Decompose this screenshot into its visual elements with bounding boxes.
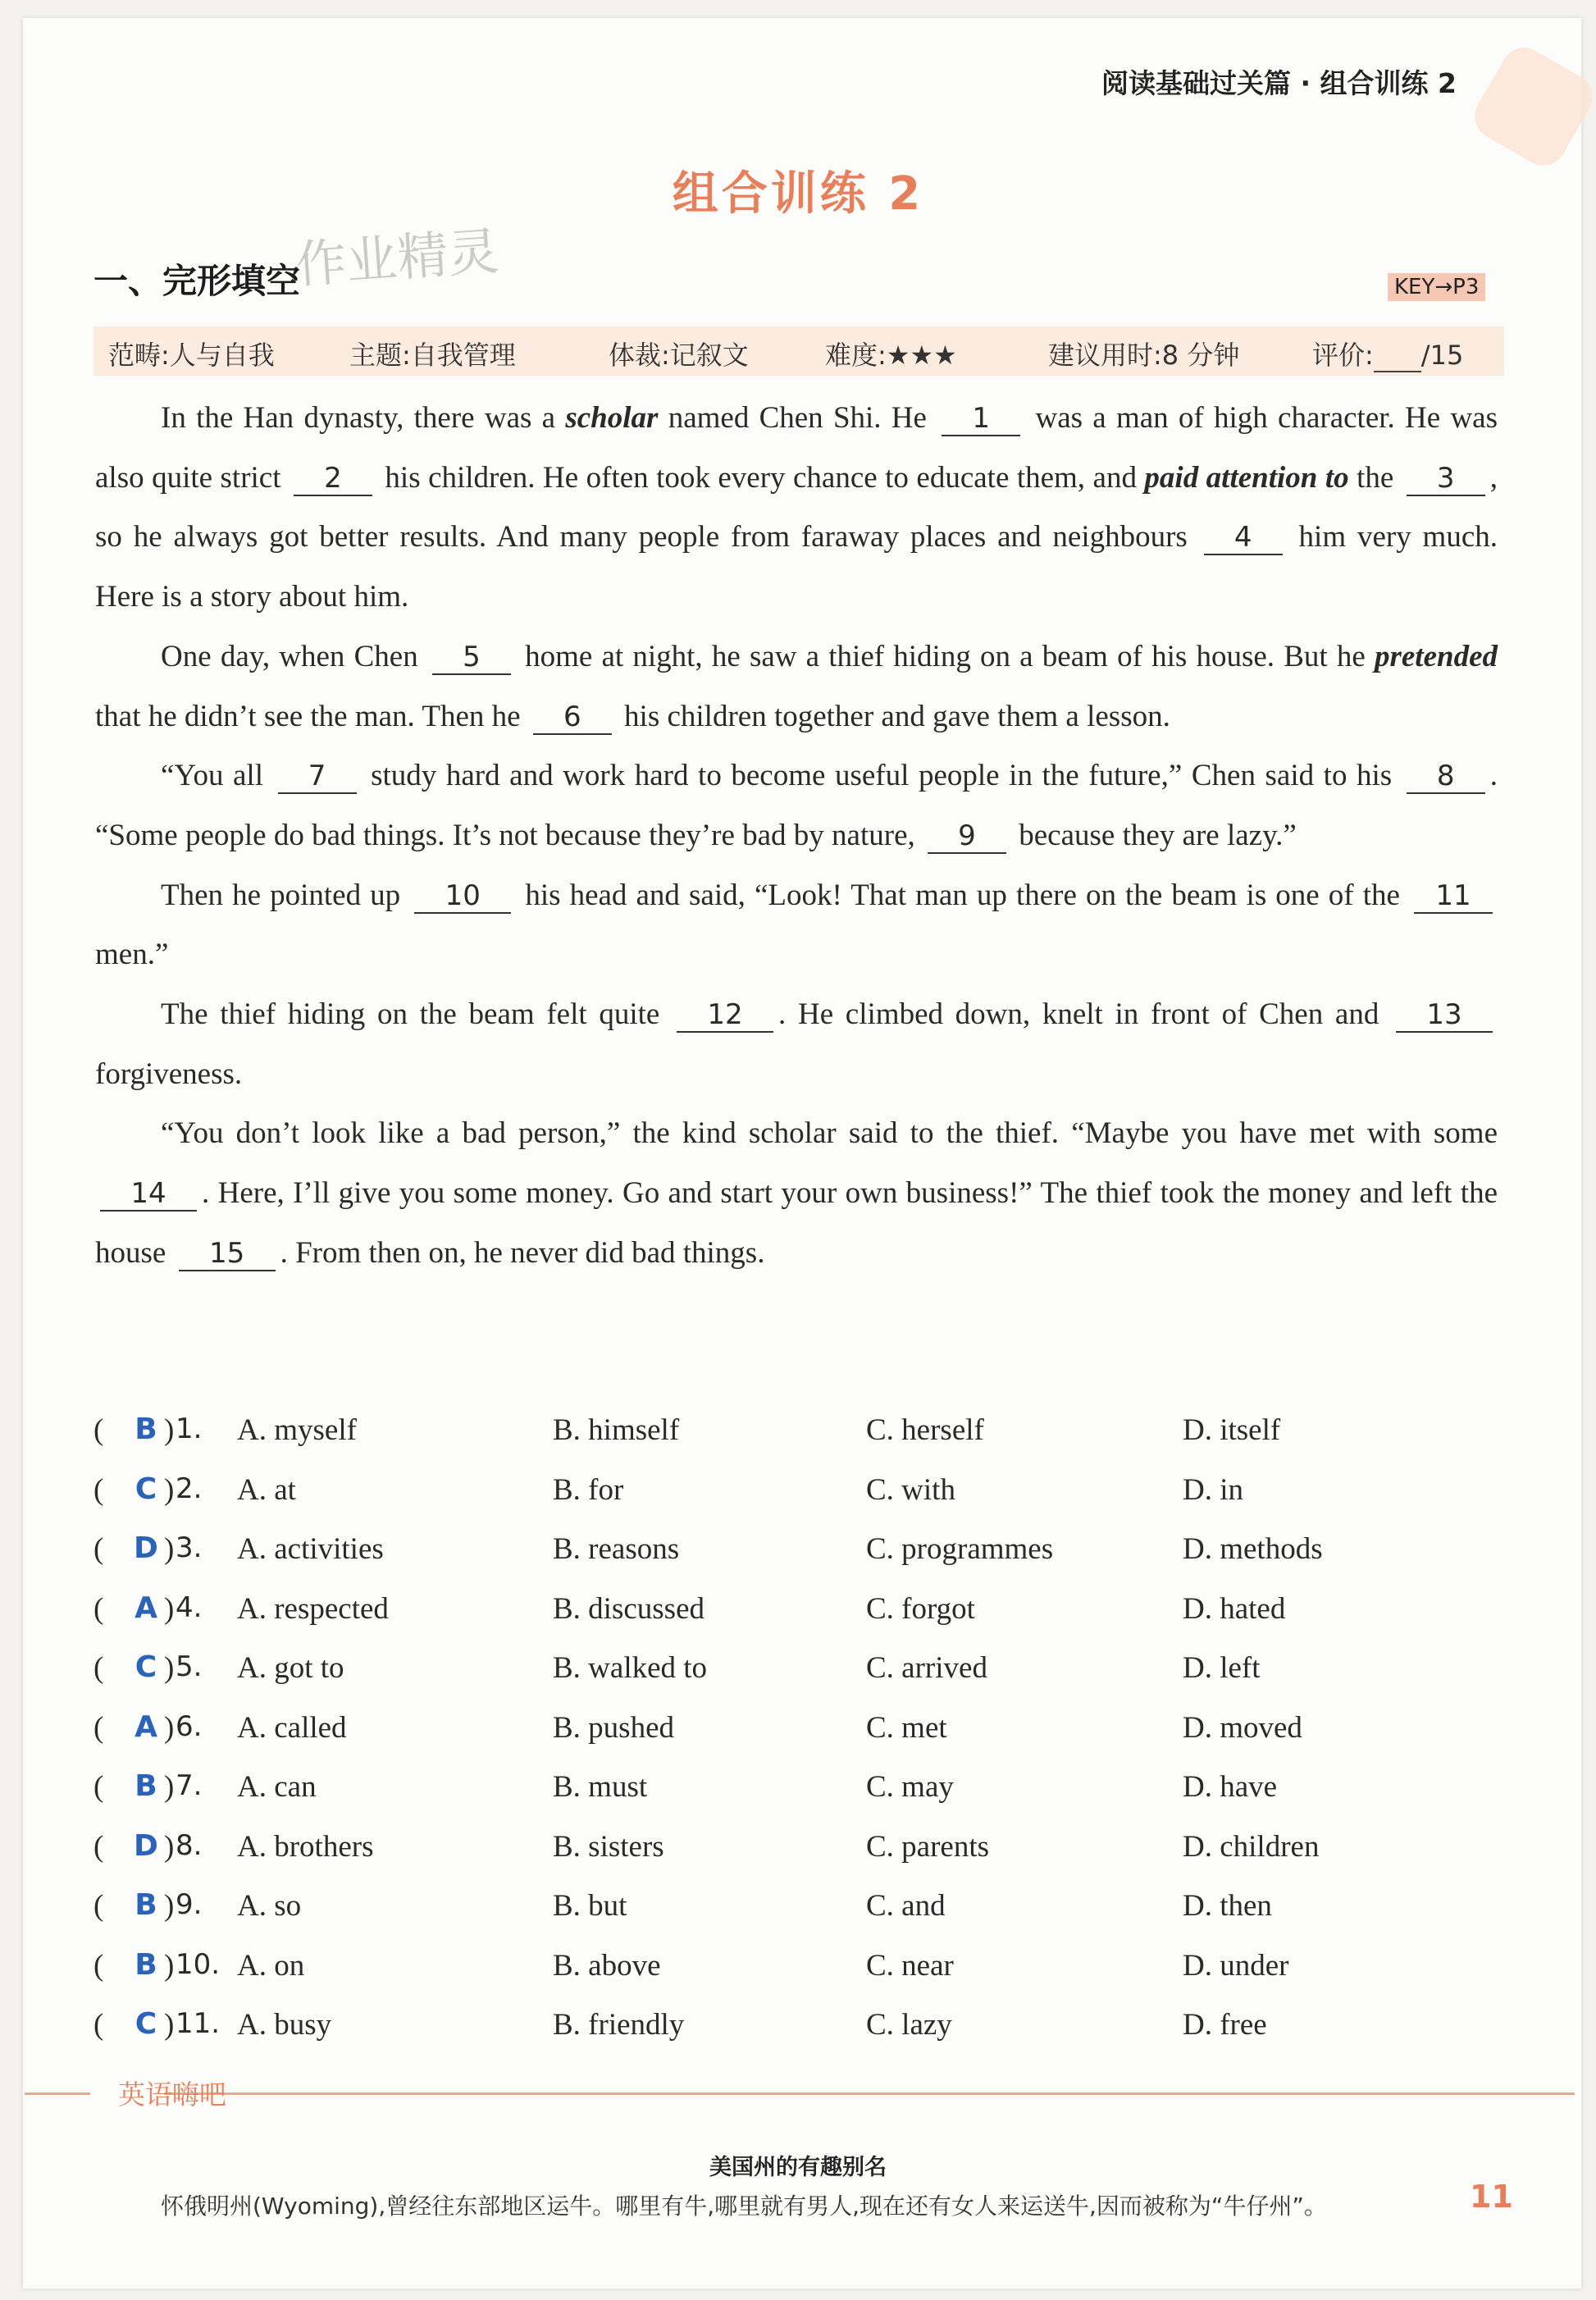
watermark: 作业精灵: [294, 221, 501, 295]
question-number: 1.: [176, 1412, 203, 1445]
paren-open: (: [93, 1591, 104, 1626]
blank-12[interactable]: 12: [677, 998, 773, 1033]
answer-mark[interactable]: B: [135, 1412, 157, 1446]
meta-rating: [1312, 335, 1463, 372]
question-number: 9.: [176, 1888, 203, 1921]
option-b[interactable]: B. discussed: [553, 1591, 705, 1626]
option-a[interactable]: A. activities: [237, 1532, 384, 1566]
paren-open: (: [93, 1472, 104, 1507]
paren-close: ): [164, 1532, 175, 1566]
question-number: 4.: [176, 1590, 203, 1624]
blank-3[interactable]: 3: [1407, 462, 1485, 496]
paren-close: ): [164, 2008, 175, 2042]
paragraph-5: The thief hiding on the beam felt quite 12 . He climbed down, knelt in front of Chen and 13 forgiveness.: [95, 985, 1498, 1104]
paren-close: ): [164, 1413, 175, 1447]
option-b[interactable]: B. friendly: [553, 2008, 685, 2042]
paren-close: ): [164, 1472, 175, 1507]
option-a[interactable]: A. busy: [237, 2008, 332, 2042]
option-a[interactable]: A. respected: [237, 1591, 389, 1626]
paren-close: ): [164, 1770, 175, 1804]
rating-label: 评价:: [1312, 340, 1374, 371]
option-d[interactable]: D. free: [1183, 2008, 1267, 2042]
option-d[interactable]: D. children: [1183, 1829, 1320, 1864]
paren-open: (: [93, 1889, 104, 1923]
question-number: 2.: [176, 1472, 203, 1505]
option-b[interactable]: B. must: [553, 1770, 648, 1804]
paren-open: (: [93, 2008, 104, 2042]
option-a[interactable]: A. myself: [237, 1413, 357, 1447]
question-number: 6.: [176, 1709, 203, 1743]
option-b[interactable]: B. walked to: [553, 1651, 708, 1685]
option-b[interactable]: B. pushed: [553, 1710, 674, 1745]
question-list: [93, 1404, 1504, 2059]
option-d[interactable]: D. then: [1183, 1889, 1272, 1923]
blank-11[interactable]: 11: [1414, 879, 1493, 914]
paren-open: (: [93, 1532, 104, 1566]
option-d[interactable]: D. moved: [1183, 1710, 1302, 1745]
question-row: [93, 1583, 1504, 1643]
paren-open: (: [93, 1829, 104, 1864]
paragraph-6: “You don’t look like a bad person,” the kind scholar said to the thief. “Maybe you have met with some 14 . Here, I’ll give you some money. Go and start your own business!” The thief took the money and left the house 15 . From then on, he never did bad things.: [95, 1116, 1498, 1270]
footer-divider: [164, 2092, 1575, 2095]
paren-close: ): [164, 1710, 175, 1745]
paren-close: ): [164, 1829, 175, 1864]
answer-mark[interactable]: C: [135, 2007, 157, 2041]
option-c[interactable]: C. near: [866, 1948, 954, 1983]
answer-mark[interactable]: C: [135, 1472, 157, 1506]
option-b[interactable]: B. sisters: [553, 1829, 664, 1864]
question-number: 11.: [176, 2007, 221, 2040]
question-row: [93, 1702, 1504, 1762]
option-c[interactable]: C. herself: [866, 1413, 984, 1447]
option-d[interactable]: D. in: [1183, 1472, 1243, 1507]
blank-6[interactable]: 6: [533, 700, 612, 735]
paren-open: (: [93, 1710, 104, 1745]
answer-mark[interactable]: D: [134, 1828, 158, 1863]
option-c[interactable]: C. with: [866, 1472, 955, 1507]
answer-mark[interactable]: D: [134, 1531, 158, 1565]
option-b[interactable]: B. for: [553, 1472, 624, 1507]
option-d[interactable]: D. left: [1183, 1651, 1261, 1685]
option-d[interactable]: D. hated: [1183, 1591, 1286, 1626]
option-a[interactable]: A. can: [237, 1770, 317, 1804]
fun-fact-text: 怀俄明州(Wyoming),曾经往东部地区运牛。哪里有牛,哪里就有男人,现在还有女人来运送牛,因而被称为“牛仔州”。: [161, 2193, 1327, 2220]
option-c[interactable]: C. arrived: [866, 1651, 987, 1685]
option-c[interactable]: C. may: [866, 1770, 954, 1804]
option-c[interactable]: C. lazy: [866, 2008, 952, 2042]
answer-mark[interactable]: C: [135, 1650, 157, 1684]
blank-14[interactable]: 14: [100, 1177, 197, 1212]
option-c[interactable]: C. programmes: [866, 1532, 1054, 1566]
paren-close: ): [164, 1591, 175, 1626]
blank-8[interactable]: 8: [1407, 760, 1485, 794]
rating-total: /15: [1420, 340, 1464, 371]
answer-mark[interactable]: A: [135, 1709, 157, 1744]
paren-open: (: [93, 1651, 104, 1685]
meta-category: 范畴:人与自我: [108, 340, 275, 371]
question-row: [93, 1999, 1504, 2059]
keyword: pretended: [1374, 639, 1498, 673]
question-row: [93, 1880, 1504, 1940]
question-row: [93, 1940, 1504, 2000]
blank-13[interactable]: 13: [1396, 998, 1493, 1033]
option-d[interactable]: D. methods: [1183, 1532, 1323, 1566]
blank-5[interactable]: 5: [432, 641, 511, 675]
option-c[interactable]: C. forgot: [866, 1591, 975, 1626]
option-d[interactable]: D. have: [1183, 1770, 1278, 1804]
blank-1[interactable]: 1: [942, 402, 1020, 436]
difficulty-label: 难度:: [825, 340, 887, 371]
meta-genre: 体裁:记叙文: [609, 340, 749, 371]
footer-brand: 英语嗨吧: [118, 2079, 226, 2111]
cloze-passage: [95, 389, 1498, 1284]
page-number: 11: [1470, 2179, 1513, 2215]
option-a[interactable]: A. on: [237, 1948, 305, 1983]
option-a[interactable]: A. at: [237, 1472, 296, 1507]
meta-bar: [93, 326, 1504, 376]
keyword: scholar: [565, 401, 659, 435]
page-title: 组合训练 2: [672, 167, 924, 221]
answer-mark[interactable]: B: [135, 1888, 157, 1922]
blank-10[interactable]: 10: [414, 879, 511, 914]
paren-open: (: [93, 1948, 104, 1983]
option-b[interactable]: B. above: [553, 1948, 661, 1983]
option-c[interactable]: C. met: [866, 1710, 947, 1745]
question-number: 5.: [176, 1650, 203, 1683]
paren-close: ): [164, 1889, 175, 1923]
answer-mark[interactable]: B: [135, 1947, 157, 1982]
blank-2[interactable]: 2: [294, 462, 372, 496]
keyword: paid attention to: [1144, 460, 1349, 495]
blank-9[interactable]: 9: [928, 819, 1006, 854]
question-number: 10.: [176, 1947, 221, 1981]
blank-15[interactable]: 15: [179, 1237, 276, 1271]
blank-4[interactable]: 4: [1204, 521, 1283, 555]
option-a[interactable]: A. brothers: [237, 1829, 374, 1864]
meta-time: 建议用时:8 分钟: [1048, 340, 1240, 371]
answer-key-tag: KEY→P3: [1388, 273, 1485, 301]
option-d[interactable]: D. under: [1183, 1948, 1289, 1983]
question-number: 8.: [176, 1828, 203, 1862]
option-a[interactable]: A. got to: [237, 1651, 344, 1685]
answer-mark[interactable]: A: [135, 1590, 157, 1625]
answer-mark[interactable]: B: [135, 1769, 157, 1803]
paren-open: (: [93, 1770, 104, 1804]
question-row: [93, 1821, 1504, 1881]
paren-close: ): [164, 1651, 175, 1685]
meta-theme: 主题:自我管理: [349, 340, 516, 371]
paragraph-3: “You all 7 study hard and work hard to become useful people in the future,” Chen said to his 8 . “Some people do bad things. It’s not because they’re bad by nature, 9 because they are lazy.”: [95, 759, 1498, 852]
header-title: 阅读基础过关篇 · 组合训练 2: [1101, 67, 1457, 99]
blank-7[interactable]: 7: [278, 760, 357, 794]
paragraph-2: One day, when Chen 5 home at night, he saw a thief hiding on a beam of his house. But he pretended that he didn’t see the man. Then he 6 his children together and gave them a lesson.: [95, 639, 1498, 733]
paren-open: (: [93, 1413, 104, 1447]
option-b[interactable]: B. himself: [553, 1413, 680, 1447]
option-c[interactable]: C. parents: [866, 1829, 990, 1864]
question-row: [93, 1523, 1504, 1583]
fun-fact-title: 美国州的有趣别名: [709, 2155, 887, 2180]
paren-close: ): [164, 1948, 175, 1983]
option-b[interactable]: B. reasons: [553, 1532, 680, 1566]
question-number: 3.: [176, 1531, 203, 1564]
footer-divider-left: [25, 2092, 90, 2095]
section-heading: 一、完形填空: [93, 261, 301, 301]
option-a[interactable]: A. so: [237, 1889, 302, 1923]
option-d[interactable]: D. itself: [1183, 1413, 1281, 1447]
question-row: [93, 1761, 1504, 1821]
question-row: [93, 1642, 1504, 1702]
option-b[interactable]: B. but: [553, 1889, 627, 1923]
difficulty-stars: ★★★: [886, 340, 957, 371]
question-number: 7.: [176, 1769, 203, 1802]
paragraph-1: In the Han dynasty, there was a scholar named Chen Shi. He 1 was a man of high character. He was also quite strict 2 his children. He often took every chance to educate them, and paid attention to the 3 , so he always got better results. And many people from faraway places and neighbours 4 him very much. Here is a story about him.: [95, 401, 1498, 614]
option-c[interactable]: C. and: [866, 1889, 946, 1923]
meta-difficulty: [825, 335, 957, 372]
paragraph-4: Then he pointed up 10 his head and said, “Look! That man up there on the beam is one of the 11 men.”: [95, 866, 1498, 985]
question-row: [93, 1464, 1504, 1524]
question-row: [93, 1404, 1504, 1464]
rating-blank[interactable]: [1374, 346, 1421, 372]
option-a[interactable]: A. called: [237, 1710, 347, 1745]
